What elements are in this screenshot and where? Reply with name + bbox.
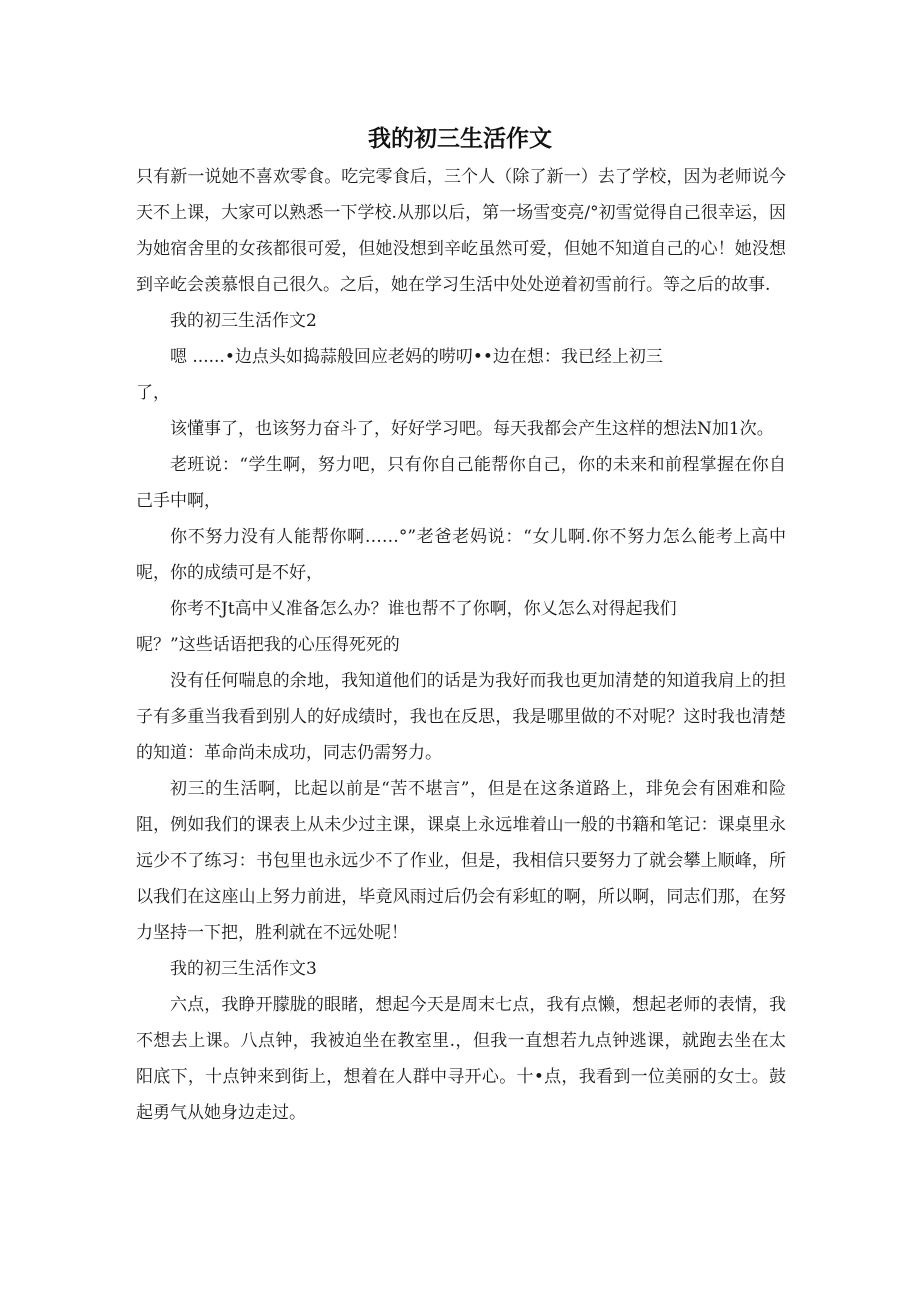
- paragraph-essay-2-resolve: 该懂事了，也该努力奋斗了，好好学习吧。每天我都会产生这样的想法N加1次。: [170, 419, 774, 439]
- paragraph-continuation: 只有新一说她不喜欢零食。吃完零食后，三个人（除了新一）去了学校，因为老师说今天不上课，大家可以熟悉一下学校.从那以后，第一场雪变亮/°初雪觉得自己很幸运，因为她宿舍里的女孩都很可爱，但她没想到辛屹虽然可爱，但她不知道自己的心！她没想到辛屹会羡慕恨自己很久。之后，她在学习生活中处处逆着初雪前行。等之后的故事.: [136, 167, 786, 295]
- document-title: 我的初三生活作文: [368, 126, 552, 152]
- paragraph-essay-2-conclusion: 初三的生活啊，比起以前是“苦不堪言”，但是在这条道路上，琲免会有困难和险阻，例如我们的课表上从未少过主课，课桌上永远堆着山一般的书籍和笔记：课桌里永远少不了练习：书包里也永远少不了作业，但是，我相信只要努力了就会攀上顺峰，所以我们在这座山上努力前进，毕竟风雨过后仍会有彩虹的啊，所以啊，同志们那，在努力坚持一下把，胜利就在不远处呢！: [136, 779, 786, 943]
- paragraph-essay-2-teacher: 老班说：“学生啊，努力吧，只有你自己能帮你自己，你的未来和前程掌握在你自己手中啊，: [136, 455, 786, 511]
- paragraph-essay-2-pressure: 呢？”这些话语把我的心压得死死的: [136, 635, 400, 655]
- section-heading-essay-3: 我的初三生活作文3: [170, 959, 317, 979]
- section-heading-essay-2: 我的初三生活作文2: [170, 311, 317, 331]
- document-body: [136, 159, 786, 1131]
- paragraph-essay-2-reflection: 没有任何喘息的余地，我知道他们的话是为我好而我也更加清楚的知道我肩上的担子有多重当我看到别人的好成绩时，我也在反思，我是哪里做的不对呢？这时我也清楚的知道：革命尚未成功，同志仍需努力。: [136, 671, 786, 763]
- paragraph-essay-2-opening: 嗯 ......•边点头如捣蒜般回应老妈的唠叨••边在想：我已经上初三: [170, 347, 663, 367]
- paragraph-essay-2-opening-tail: 了，: [136, 383, 170, 403]
- paragraph-essay-3-opening: 六点，我睁开朦胧的眼睹，想起今天是周末七点，我有点懒，想起老师的表情，我不想去上课。八点钟，我被迫坐在教室里.，但我一直想若九点钟逃课，就跑去坐在太阳底下，十点钟来到街上，想着在人群中寻开心。十•点，我看到一位美丽的女士。鼓起勇气从她身边走过。: [136, 995, 786, 1123]
- paragraph-essay-2-question: 你考不Jt高中乂准备怎么办？谁也帮不了你啊，你乂怎么对得起我们: [170, 599, 677, 619]
- paragraph-essay-2-parents: 你不努力没有人能帮你啊……°”老爸老妈说：“女儿啊.你不努力怎么能考上高中呢，你的成绩可是不好，: [136, 527, 786, 583]
